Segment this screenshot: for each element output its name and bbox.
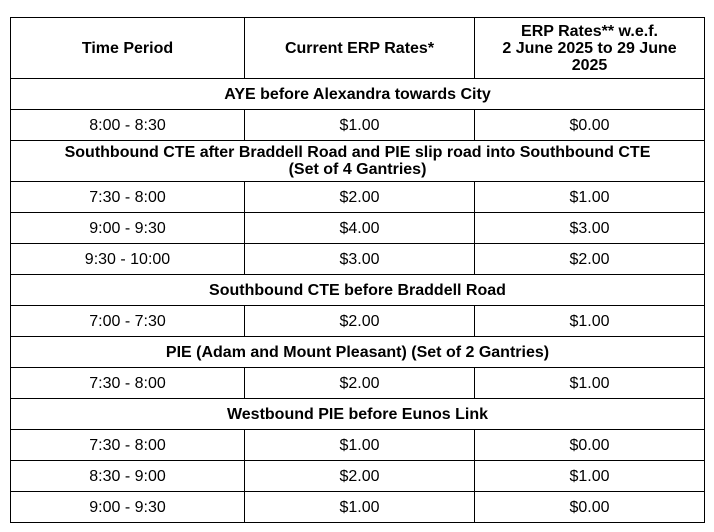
current-rate-cell: $4.00 [245, 213, 475, 244]
current-rate-cell: $2.00 [245, 182, 475, 213]
time-cell: 7:30 - 8:00 [11, 182, 245, 213]
erp-rates-table [10, 17, 705, 523]
table-row [11, 213, 705, 244]
current-rate-cell: $1.00 [245, 430, 475, 461]
time-cell: 9:00 - 9:30 [11, 492, 245, 523]
current-rate-cell: $3.00 [245, 244, 475, 275]
time-cell: 9:00 - 9:30 [11, 213, 245, 244]
new-rate-cell: $0.00 [475, 110, 705, 141]
current-rate-cell: $2.00 [245, 368, 475, 399]
header-time-period: Time Period [11, 18, 245, 79]
new-rate-cell: $0.00 [475, 492, 705, 523]
section-title-line1: Southbound CTE after Braddell Road and PIE slip road into Southbound CTE [64, 144, 651, 161]
new-rate-cell: $1.00 [475, 461, 705, 492]
new-rate-cell: $1.00 [475, 306, 705, 337]
new-rate-cell: $0.00 [475, 430, 705, 461]
table-row [11, 461, 705, 492]
time-cell: 8:30 - 9:00 [11, 461, 245, 492]
section-row [11, 399, 705, 430]
table-row [11, 182, 705, 213]
section-row [11, 141, 705, 182]
new-rate-cell: $1.00 [475, 368, 705, 399]
section-row [11, 337, 705, 368]
table-row [11, 110, 705, 141]
time-cell: 7:00 - 7:30 [11, 306, 245, 337]
table-header-row [11, 18, 705, 79]
new-rate-cell: $1.00 [475, 182, 705, 213]
table-row [11, 492, 705, 523]
new-rate-cell: $2.00 [475, 244, 705, 275]
section-row [11, 79, 705, 110]
table-row [11, 430, 705, 461]
section-title: PIE (Adam and Mount Pleasant) (Set of 2 Gantries) [11, 337, 705, 368]
table-row [11, 368, 705, 399]
header-new-rates [475, 18, 705, 79]
current-rate-cell: $2.00 [245, 306, 475, 337]
section-title: AYE before Alexandra towards City [11, 79, 705, 110]
table-row [11, 244, 705, 275]
section-title: Southbound CTE before Braddell Road [11, 275, 705, 306]
header-new-rates-line2: 2 June 2025 to 29 June [502, 39, 677, 57]
section-row [11, 275, 705, 306]
table-row [11, 306, 705, 337]
header-new-rates-line1: ERP Rates** w.e.f. [521, 22, 658, 40]
section-title [11, 141, 705, 182]
header-current-rates: Current ERP Rates* [245, 18, 475, 79]
time-cell: 9:30 - 10:00 [11, 244, 245, 275]
time-cell: 7:30 - 8:00 [11, 368, 245, 399]
header-new-rates-line3: 2025 [571, 56, 608, 74]
new-rate-cell: $3.00 [475, 213, 705, 244]
time-cell: 7:30 - 8:00 [11, 430, 245, 461]
current-rate-cell: $2.00 [245, 461, 475, 492]
section-title-line2: (Set of 4 Gantries) [288, 161, 427, 178]
current-rate-cell: $1.00 [245, 492, 475, 523]
section-title: Westbound PIE before Eunos Link [11, 399, 705, 430]
time-cell: 8:00 - 8:30 [11, 110, 245, 141]
current-rate-cell: $1.00 [245, 110, 475, 141]
